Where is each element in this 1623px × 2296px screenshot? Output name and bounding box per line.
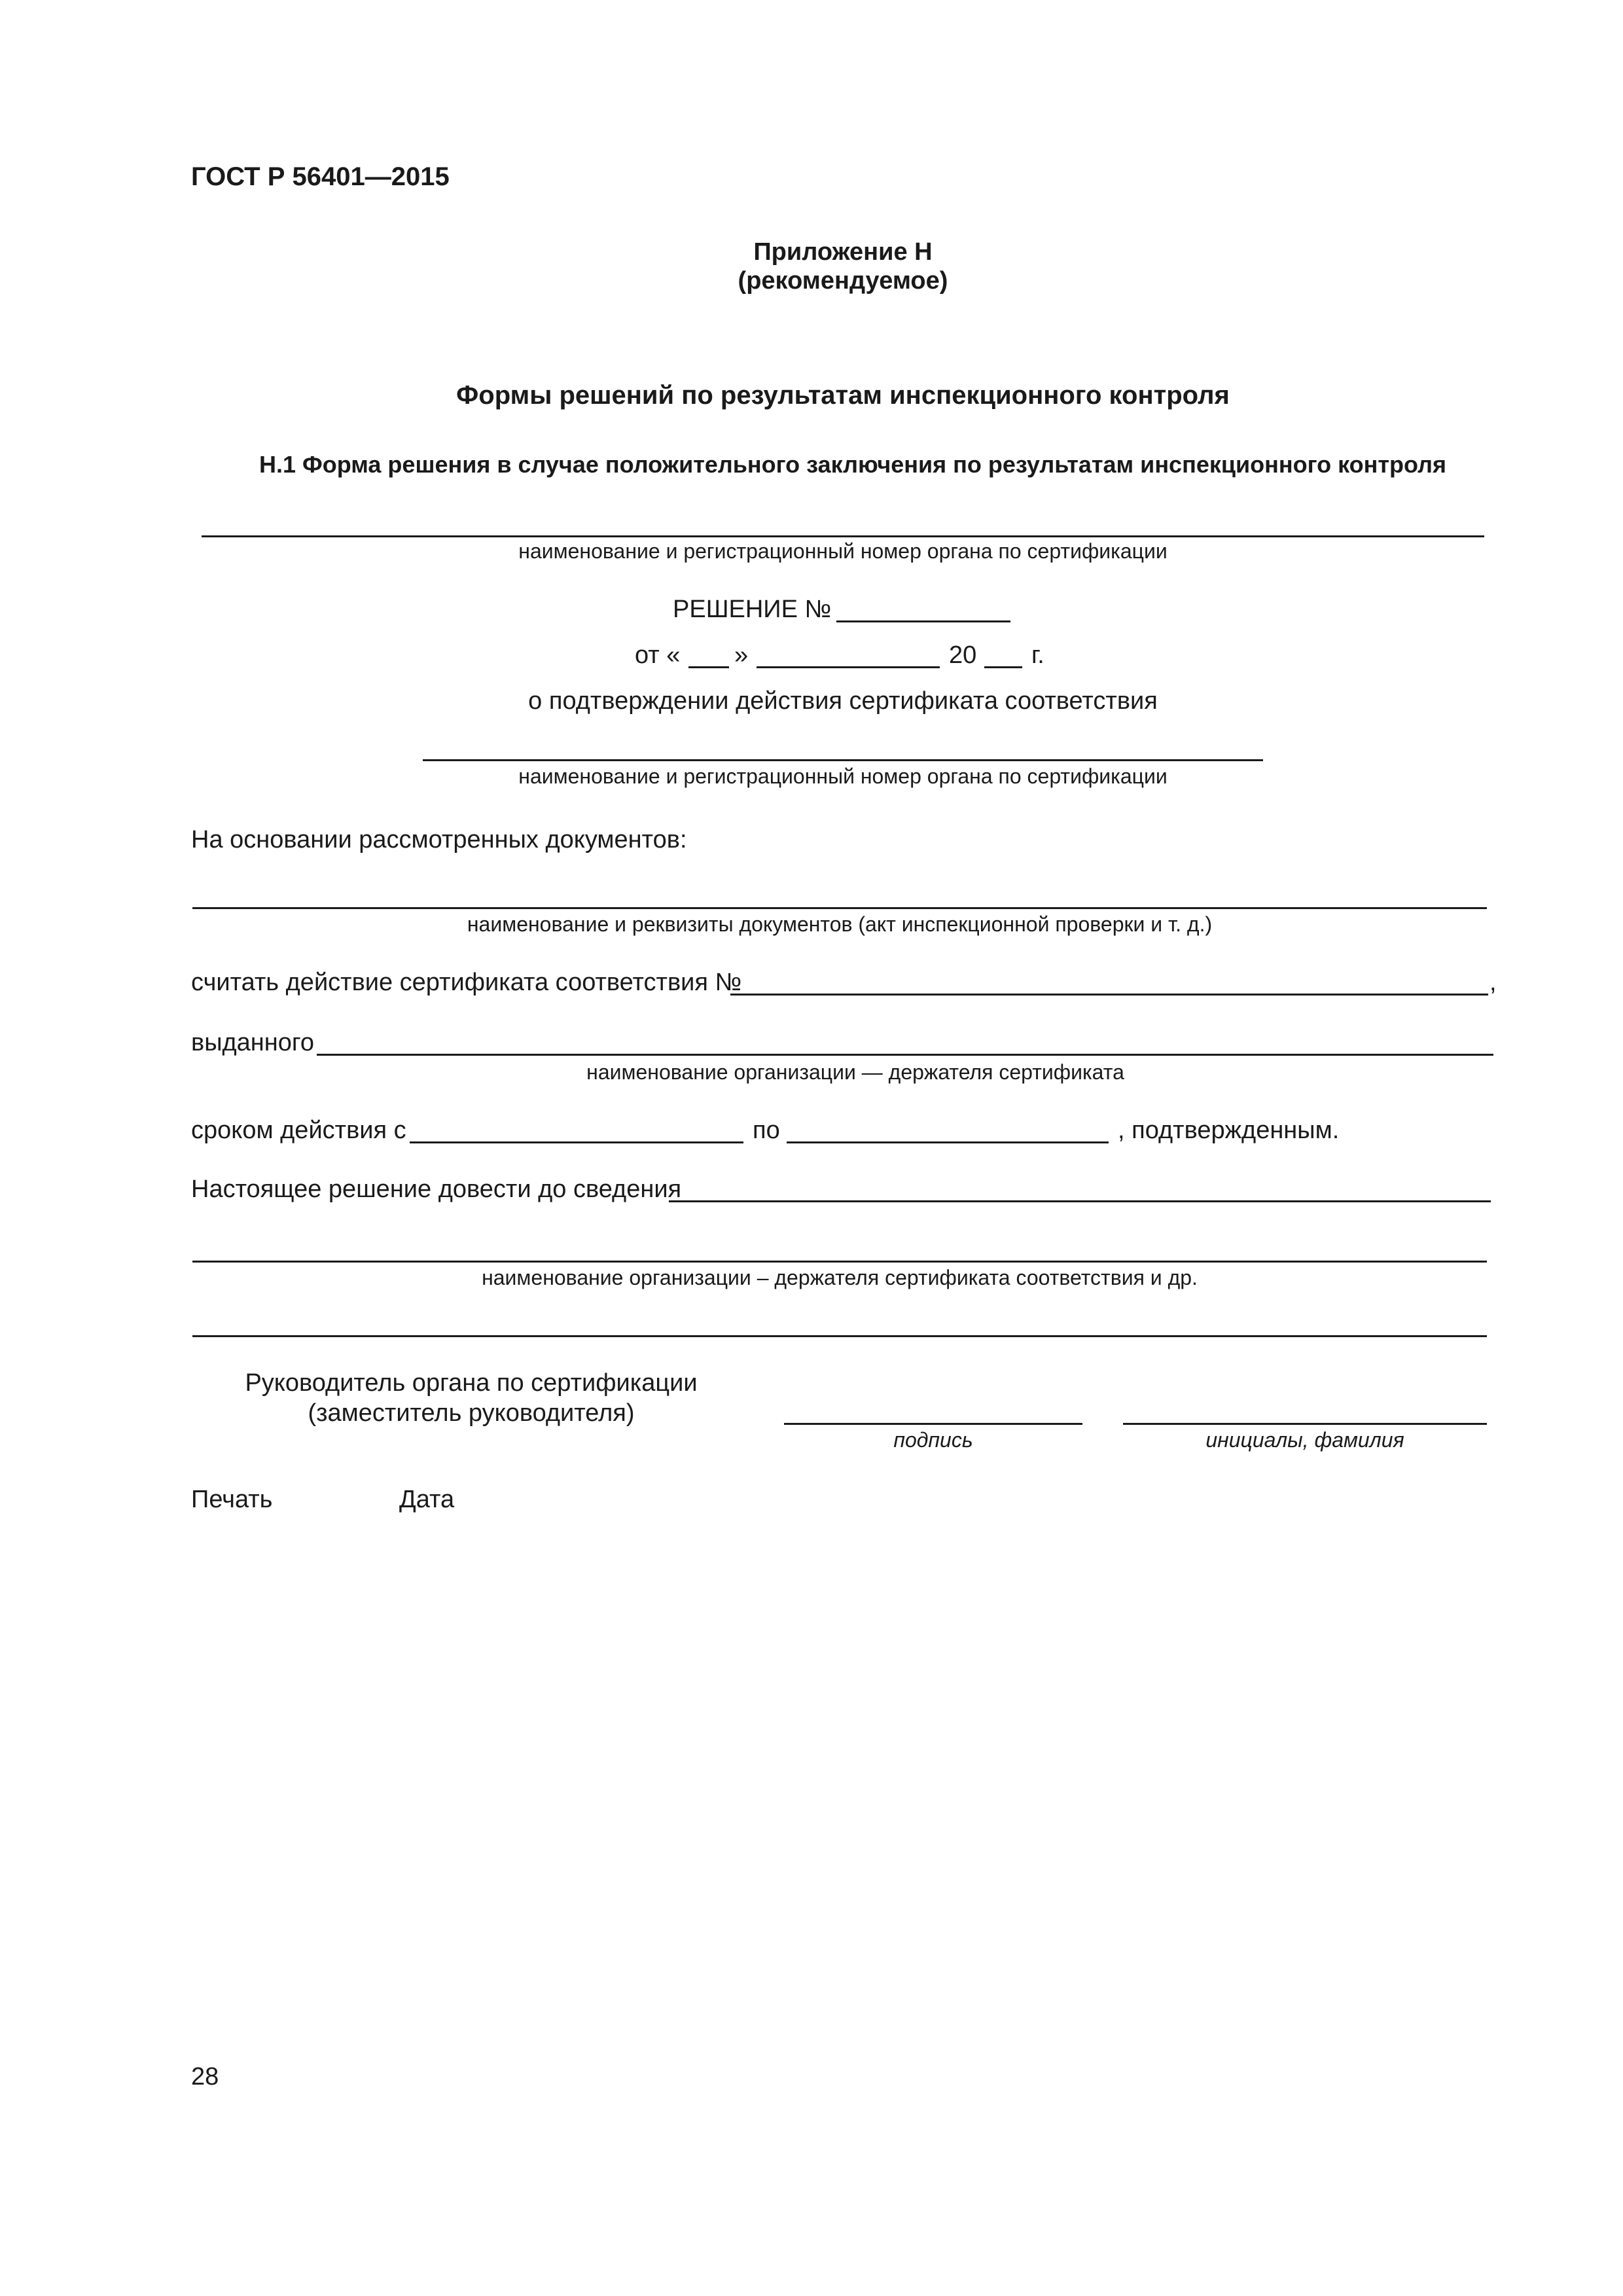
decision-number-line bbox=[836, 620, 1010, 622]
signature-caption: подпись bbox=[893, 1428, 973, 1452]
appendix-title: Приложение Н bbox=[753, 238, 933, 266]
main-title: Формы решений по результатам инспекционного контроля bbox=[456, 381, 1230, 410]
date-label: Дата bbox=[399, 1486, 455, 1513]
notify-caption: наименование организации – держателя сертификата соответствия и др. bbox=[482, 1266, 1198, 1289]
issued-label: выданного bbox=[191, 1029, 315, 1056]
documents-caption: наименование и реквизиты документов (акт инспекционной проверки и т. д.) bbox=[467, 912, 1213, 936]
holder-line bbox=[317, 1054, 1493, 1056]
date-quote-close: » bbox=[734, 641, 749, 669]
date-month-line bbox=[757, 666, 940, 668]
date-year-prefix: 20 bbox=[949, 641, 977, 669]
notify-label: Настоящее решение довести до сведения bbox=[191, 1175, 682, 1203]
stamp-label: Печать bbox=[191, 1486, 273, 1513]
date-year-suffix: г. bbox=[1031, 641, 1044, 669]
notify-line-2 bbox=[192, 1261, 1487, 1263]
initials-caption: инициалы, фамилия bbox=[1205, 1428, 1404, 1452]
body-name-caption-2: наименование и регистрационный номер органа по сертификации bbox=[518, 764, 1168, 788]
initials-line bbox=[1123, 1423, 1487, 1425]
documents-line bbox=[192, 907, 1487, 909]
certificate-label: считать действие сертификата соответствия № bbox=[191, 969, 742, 996]
notify-line-3 bbox=[192, 1335, 1487, 1337]
page-number: 28 bbox=[191, 2063, 219, 2090]
validity-from-label: сроком действия с bbox=[191, 1117, 406, 1144]
body-name-line-2 bbox=[423, 759, 1263, 761]
section-title: Н.1 Форма решения в случае положительного заключения по результатам инспекционного контроля bbox=[259, 451, 1446, 478]
validity-from-line bbox=[410, 1141, 743, 1143]
body-name-caption-1: наименование и регистрационный номер органа по сертификации bbox=[518, 539, 1168, 563]
appendix-subtitle: (рекомендуемое) bbox=[738, 267, 948, 295]
validity-to-line bbox=[787, 1141, 1109, 1143]
date-year-line bbox=[984, 666, 1022, 668]
decision-label: РЕШЕНИЕ № bbox=[673, 596, 832, 623]
certificate-comma: , bbox=[1489, 969, 1497, 996]
body-name-line-1 bbox=[202, 535, 1484, 537]
document-code: ГОСТ Р 56401—2015 bbox=[191, 162, 450, 191]
holder-caption: наименование организации — держателя сертификата bbox=[586, 1060, 1124, 1084]
head-title-line1: Руководитель органа по сертификации bbox=[245, 1369, 698, 1397]
head-title-line2: (заместитель руководителя) bbox=[308, 1399, 635, 1427]
validity-to-label: по bbox=[753, 1117, 780, 1144]
signature-line bbox=[784, 1423, 1082, 1425]
validity-suffix: , подтвержденным. bbox=[1118, 1117, 1340, 1144]
certificate-number-line bbox=[730, 994, 1488, 996]
date-from-label: от « bbox=[635, 641, 681, 669]
notify-line-1 bbox=[669, 1200, 1491, 1202]
decision-subject: о подтверждении действия сертификата соответствия bbox=[528, 687, 1158, 715]
basis-label: На основании рассмотренных документов: bbox=[191, 826, 687, 853]
date-day-line bbox=[688, 666, 729, 668]
